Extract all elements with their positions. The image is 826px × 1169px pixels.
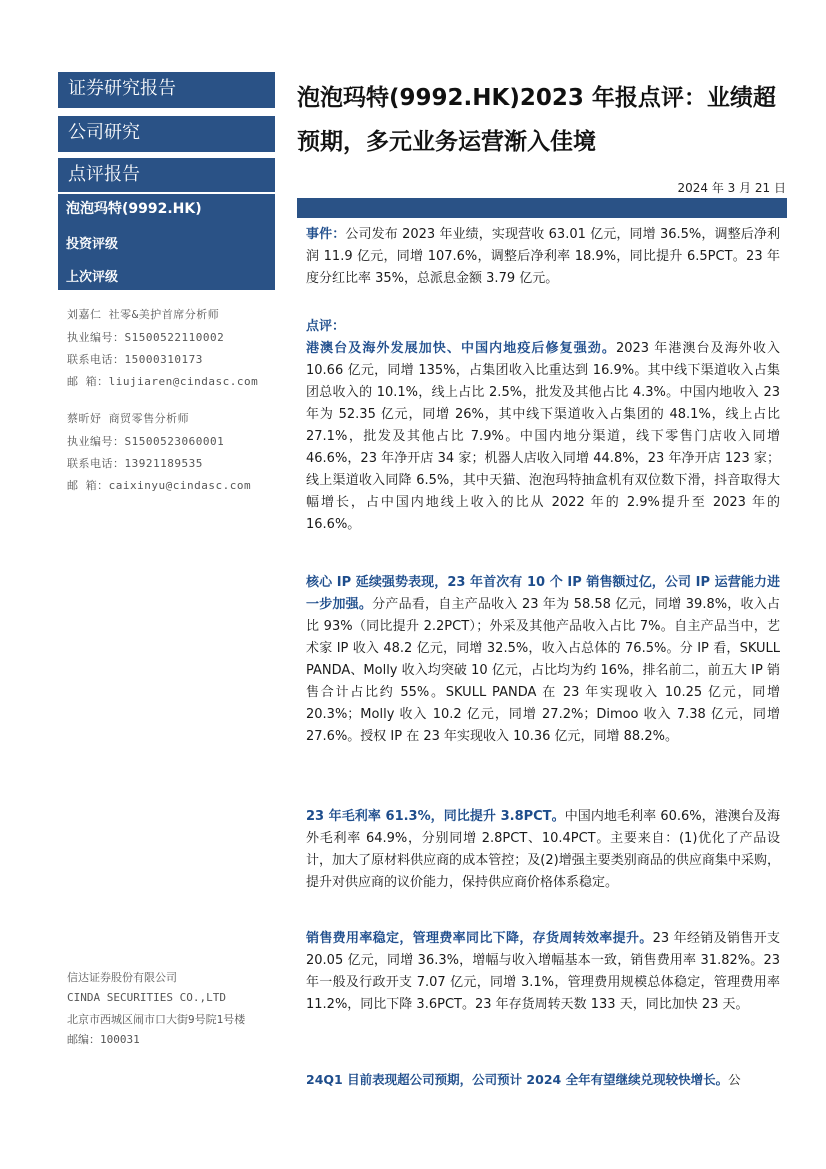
section-ip — [306, 572, 780, 748]
analyst-1-cert: 执业编号：S1500522110002 — [67, 331, 225, 344]
comment-heading — [306, 316, 780, 338]
sidebar-divider — [58, 192, 275, 194]
footer-company-en: CINDA SECURITIES CO.,LTD — [67, 991, 226, 1004]
report-date: 2024 年 3 月 21 日 — [677, 181, 786, 195]
section-overseas-head: 港澳台及海外发展加快、中国内地疫后修复强劲。 — [306, 341, 616, 356]
header-bar — [297, 198, 787, 218]
rating-label: 投资评级 — [66, 237, 119, 252]
event-label: 事件： — [306, 227, 346, 242]
section-expense-body: 23 年经销及销售开支 20.05 亿元，同增 36.3%，增幅与收入增幅基本一致，销售费用率 31.82%。23 年一般及行政开支 7.07 亿元，同增 3.1%，管理费用规模总体稳定，管理费用率 11.2%，同比下降 3.6PCT。23 年存货周转天数 133 天，同比加快 23 天。 — [306, 931, 780, 1012]
section-ip-body: 分产品看，自主产品收入 23 年为 58.58 亿元，同增 39.8%，收入占比 93%（同比提升 2.2PCT）；外采及其他产品收入占比 7%。自主产品当中，艺术家 IP 收入 48.2 亿元，同增 32.5%，收入占总体的 76.5%。分 IP 看，SKULL PANDA、Molly 收入均突破 10 亿元，占比均为约 16%，排名前二，前五大 IP 销售合计占比约 55%。SKULL PANDA 在 23 年实现收入 10.25 亿元，同增 20.3%；Molly 收入 10.2 亿元，同增 27.2%；Dimoo 收入 7.38 亿元，同增 27.6%。授权 IP 在 23 年实现收入 10.36 亿元，同增 88.2%。 — [306, 597, 780, 744]
report-type-label: 证券研究报告 — [58, 72, 275, 108]
analyst-1-email: 邮 箱：liujiaren@cindasc.com — [67, 375, 259, 388]
section-overseas — [306, 338, 780, 536]
final-head: 24Q1 目前表现超公司预期，公司预计 2024 全年有望继续兑现较快增长。 — [306, 1072, 729, 1087]
analyst-2-email: 邮 箱：caixinyu@cindasc.com — [67, 479, 252, 492]
section-ip-head: 核心 IP 延续强势表现，23 年首次有 10 个 IP 销售额过亿，公司 IP 运营能力进一步加强。 — [306, 575, 780, 612]
analyst-2-name: 蔡昕妤 商贸零售分析师 — [67, 412, 190, 425]
analyst-2-phone: 联系电话：13921189535 — [67, 457, 203, 470]
section-overseas-body: 2023 年港澳台及海外收入 10.66 亿元，同增 135%，占集团收入比重达到 16.9%。其中线下渠道收入占集团总收入的 10.1%，线上占比 2.5%，批发及其他占比 4.3%。中国内地收入 23 年为 52.35 亿元，同增 26%，其中线下渠道收入占集团的 48.1%，线上占比 27.1%，批发及其他占比 7.9%。中国内地分渠道，线下零售门店收入同增 46.6%，23 年净开店 34 家；机器人店收入同增 44.8%，23 年净开店 123 家；线上渠道收入同降 6.5%，其中天猫、泡泡玛特抽盒机有双位数下滑，抖音取得大幅增长，占中国内地线上收入的比从 2022 年的 2.9%提升至 2023 年的 16.6%。 — [306, 341, 780, 532]
footer-postcode: 邮编：100031 — [67, 1033, 140, 1046]
subcategory-label: 点评报告 — [58, 158, 275, 192]
last-rating-label: 上次评级 — [66, 270, 119, 285]
comment-label: 点评： — [306, 319, 346, 334]
event-text: 公司发布 2023 年业绩，实现营收 63.01 亿元，同增 36.5%，调整后净利润 11.9 亿元，同增 107.6%，调整后净利率 18.9%，同比提升 6.5PCT。23 年度分红比率 35%，总派息金额 3.79 亿元。 — [306, 227, 780, 286]
section-expense-head: 销售费用率稳定，管理费率同比下降，存货周转效率提升。 — [306, 931, 653, 946]
category-label: 公司研究 — [58, 116, 275, 152]
section-margin — [306, 806, 780, 894]
analyst-2-cert: 执业编号：S1500523060001 — [67, 435, 225, 448]
final-tail: 公 — [728, 1072, 741, 1087]
footer-company-cn: 信达证券股份有限公司 — [67, 971, 177, 984]
final-paragraph — [306, 1070, 786, 1088]
section-expense — [306, 928, 780, 1016]
analyst-1-phone: 联系电话：15000310173 — [67, 353, 203, 366]
section-margin-head: 23 年毛利率 61.3%，同比提升 3.8PCT。 — [306, 809, 565, 824]
footer-address: 北京市西城区闹市口大街9号院1号楼 — [67, 1013, 246, 1026]
report-title: 泡泡玛特(9992.HK)2023 年报点评：业绩超预期，多元业务运营渐入佳境 — [297, 85, 776, 155]
section-margin-body: 中国内地毛利率 60.6%，港澳台及海外毛利率 64.9%，分别同增 2.8PCT、10.4PCT。主要来自：(1)优化了产品设计，加大了原材料供应商的成本管控；及(2)增强主要类别商品的供应商集中采购，提升对供应商的议价能力，保持供应商价格体系稳定。 — [306, 809, 781, 890]
company-name: 泡泡玛特(9992.HK) — [66, 201, 202, 217]
analyst-1-name: 刘嘉仁 社零&美护首席分析师 — [67, 308, 220, 321]
event-paragraph — [306, 224, 780, 290]
